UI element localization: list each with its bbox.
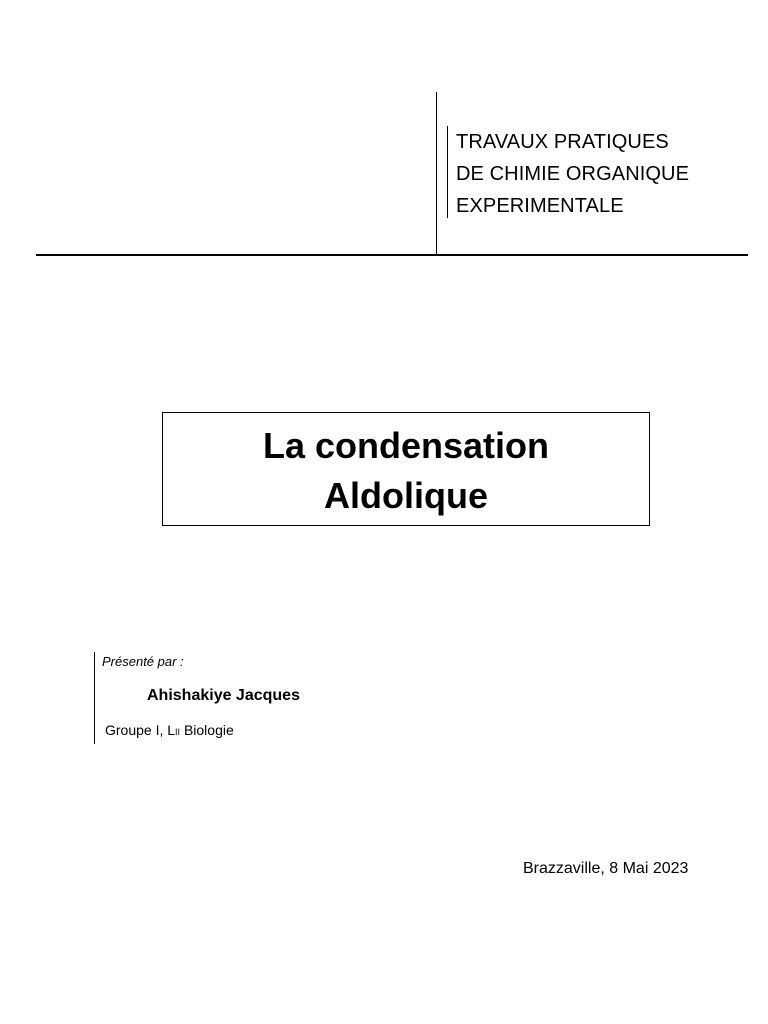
author-block-rule: [94, 652, 95, 744]
group-suffix: Biologie: [180, 722, 234, 738]
place-date: Brazzaville, 8 Mai 2023: [523, 860, 689, 877]
course-header-line-1: TRAVAUX PRATIQUES: [456, 131, 669, 153]
title-box: [162, 412, 650, 526]
course-header-line-2: DE CHIMIE ORGANIQUE: [456, 163, 690, 185]
course-header-line-3: EXPERIMENTALE: [456, 195, 624, 217]
group-info: [105, 722, 234, 738]
header-text-rule: [447, 126, 448, 218]
course-header: [456, 126, 689, 222]
header-vertical-rule: [436, 92, 437, 254]
title-line-1: La condensation: [262, 425, 550, 466]
group-prefix: Groupe I, L: [105, 722, 176, 738]
group-subscript: II: [175, 727, 181, 737]
title-line-2: Aldolique: [324, 475, 488, 516]
author-name: Ahishakiye Jacques: [147, 687, 300, 704]
header-horizontal-rule: [36, 254, 748, 256]
presented-by-label: Présenté par :: [102, 654, 184, 669]
